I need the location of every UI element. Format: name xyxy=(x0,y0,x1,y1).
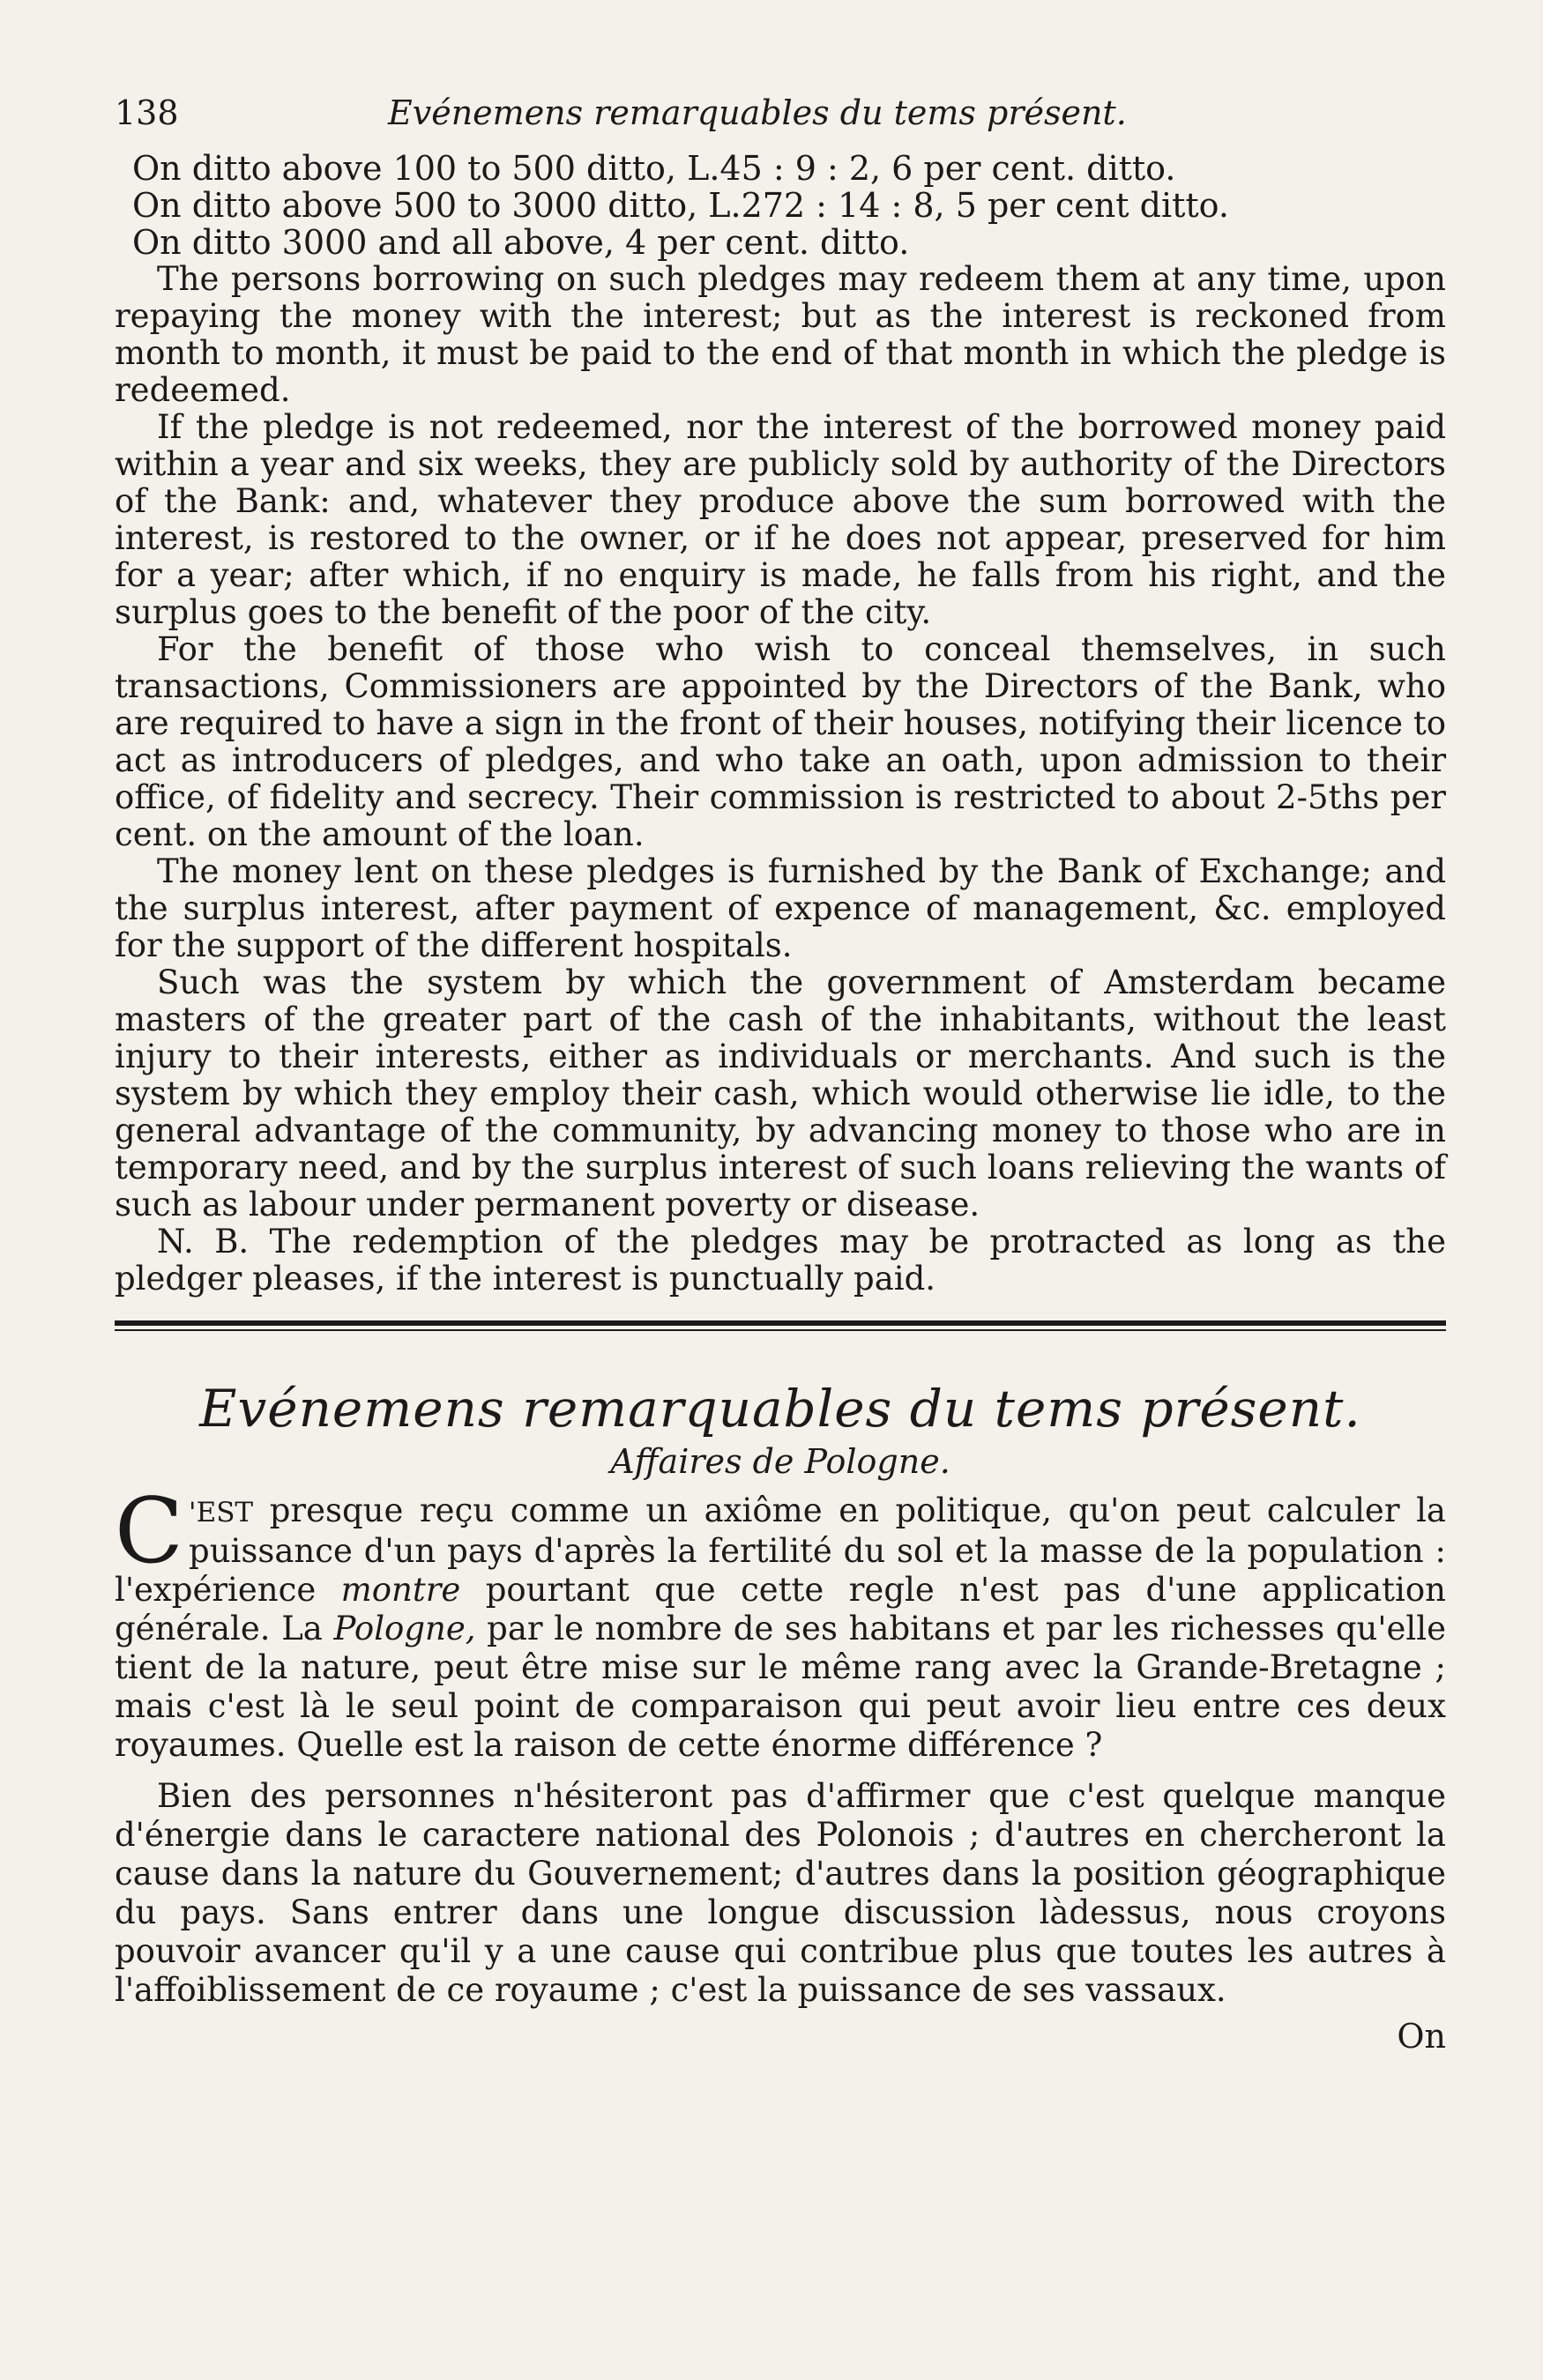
divider-thick-rule xyxy=(115,1320,1446,1326)
paragraph: For the benefit of those who wish to conceal themselves, in such transactions, Commissioners are appointed by the Directors of the Bank, who are required to have a sign in the front of their houses, notifying their licence to act as introducers of pledges, and who take an oath, upon admission to their office, of fidelity and secrecy. Their commission is restricted to about 2-5ths per cent. on the amount of the loan. xyxy=(115,630,1446,853)
opening-text: presque reçu comme un axiôme en politique, qu'on peut calculer la puissance d'un pays d'après la fertilité du sol et la masse de la population : l'expérience xyxy=(115,1491,1446,1609)
rate-line: On ditto above 500 to 3000 ditto, L.272 : 14 : 8, 5 per cent ditto. xyxy=(132,186,1229,225)
paragraph: The money lent on these pledges is furnished by the Bank of Exchange; and the surplus interest, after payment of expence of management, &c. employed for the support of the different hospitals. xyxy=(115,852,1446,964)
running-head xyxy=(115,88,1446,150)
section-divider xyxy=(115,1320,1446,1331)
paragraph: If the pledge is not redeemed, nor the interest of the borrowed money paid within a year and six weeks, they are publicly sold by authority of the Directors of the Bank: and, whatever they produce above the sum borrowed with the interest, is restored to the owner, or if he does not appear, preserved for him for a year; after which, if no enquiry is made, he falls from his right, and the surplus goes to the benefit of the poor of the city. xyxy=(115,408,1446,631)
opening-small-caps: 'EST xyxy=(189,1497,254,1528)
opening-paragraph xyxy=(115,1479,1446,1765)
opening-italic-word: montre xyxy=(340,1571,461,1609)
section-title: Evénemens remarquables du tems présent. xyxy=(199,1379,1361,1439)
nota-bene-paragraph: N. B. The redemption of the pledges may be protracted as long as the pledger pleases, if the interest is punctually paid. xyxy=(115,1223,1446,1298)
paragraph: Bien des personnes n'hésiteront pas d'affirmer que c'est quelque manque d'énergie dans le caractere national des Polonois ; d'autres en chercheront la cause dans la nature du Gouvernement; d'autres dans la position géographique du pays. Sans entrer dans une longue discussion làdessus, nous croyons pouvoir avancer qu'il y a une cause qui contribue plus que toutes les autres à l'affoiblissement de ce royaume ; c'est la puissance de ses vassaux. xyxy=(115,1777,1446,2009)
drop-cap: C xyxy=(115,1479,184,1584)
page-number: 138 xyxy=(115,93,179,132)
opening-italic-country: Pologne, xyxy=(333,1610,476,1647)
opening-text: pourtant que cette regle n'est pas d'une application générale. La xyxy=(115,1571,1446,1647)
book-page xyxy=(115,88,1446,2056)
rate-line: On ditto above 100 to 500 ditto, L.45 : 9 : 2, 6 per cent. ditto. xyxy=(132,149,1176,188)
divider-thin-rule xyxy=(115,1329,1446,1331)
opening-text: par le nombre de ses habitans et par les richesses qu'elle tient de la nature, peut être mise sur le même rang avec la Grande-Bretagne ; mais c'est là le seul point de comparaison qui peut avoir lieu entre ces deux royaumes. Quelle est la raison de cette énorme différence ? xyxy=(115,1610,1446,1764)
rate-line: On ditto 3000 and all above, 4 per cent. ditto. xyxy=(132,223,910,262)
section-subtitle: Affaires de Pologne. xyxy=(610,1442,950,1481)
catchword: On xyxy=(1397,2017,1446,2056)
paragraph: Such was the system by which the government of Amsterdam became masters of the greater part of the cash of the inhabitants, without the least injury to their interests, either as individuals or merchants. And such is the system by which they employ their cash, which would otherwise lie idle, to the general advantage of the community, by advancing money to those who are in temporary need, and by the surplus interest of such loans relieving the wants of such as labour under permanent poverty or disease. xyxy=(115,963,1446,1223)
paragraph: The persons borrowing on such pledges may redeem them at any time, upon repaying the money with the interest; but as the interest is reckoned from month to month, it must be paid to the end of that month in which the pledge is redeemed. xyxy=(115,260,1446,409)
running-title: Evénemens remarquables du tems présent. xyxy=(388,93,1127,132)
